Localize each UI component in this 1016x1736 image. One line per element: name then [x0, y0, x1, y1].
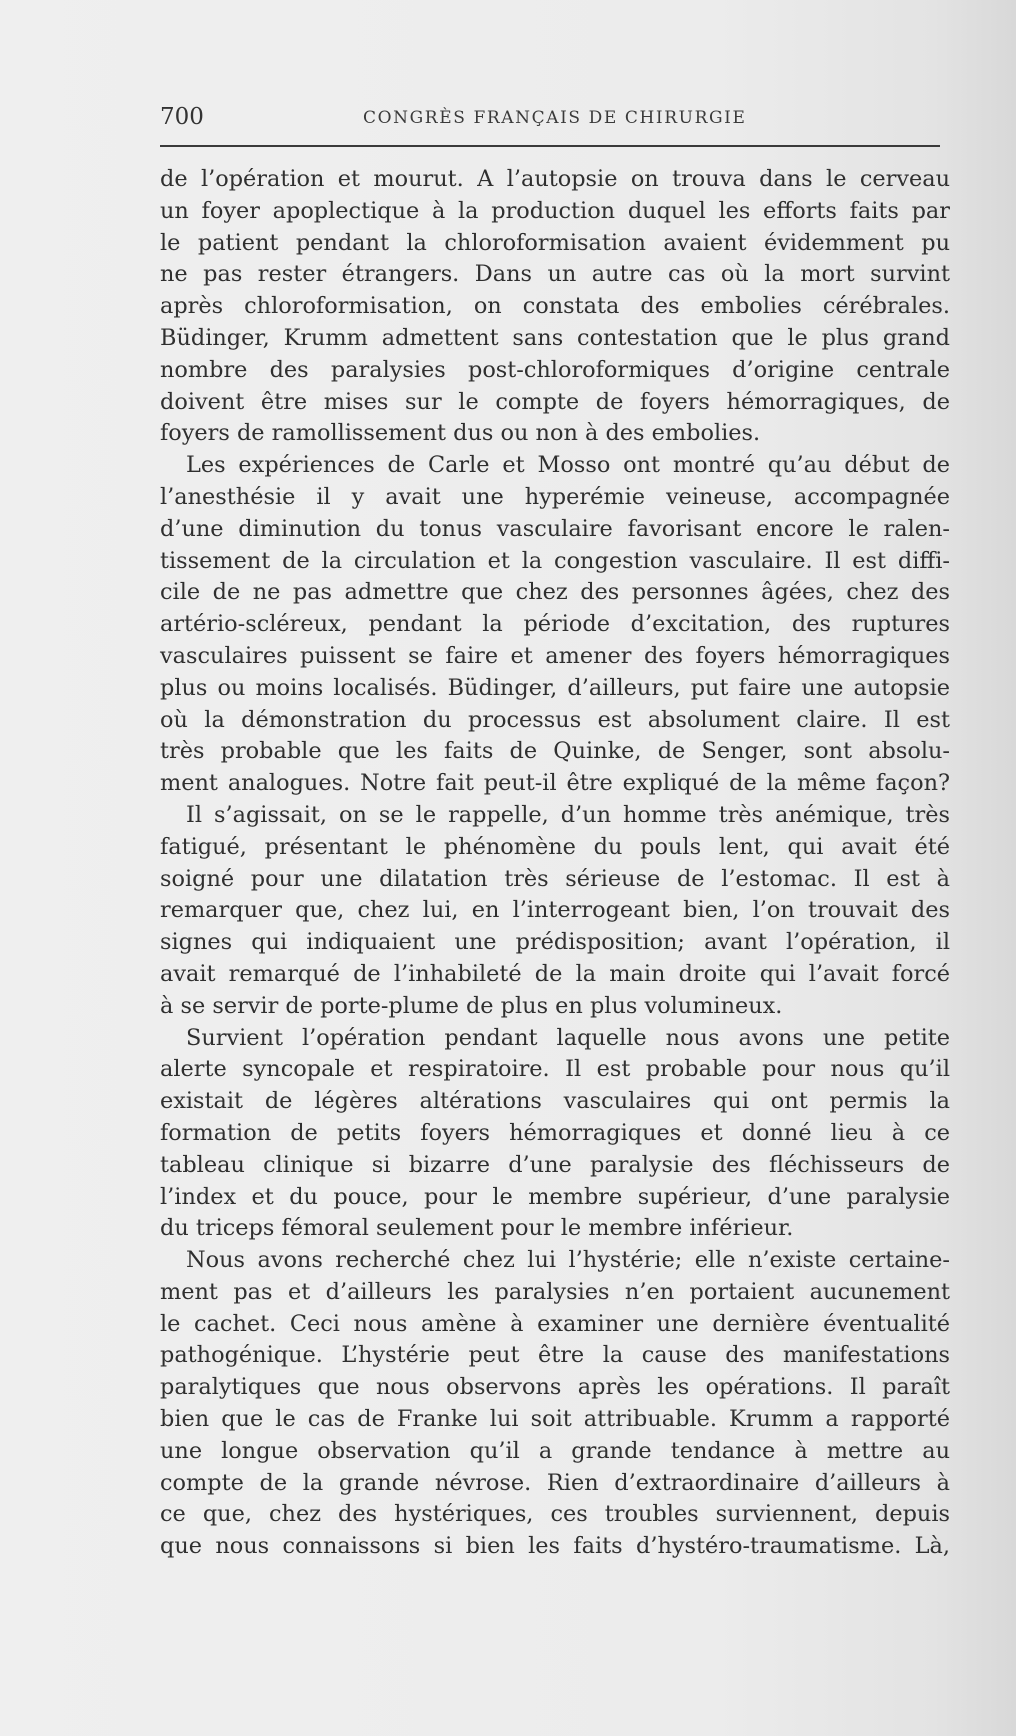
text-line: tableau clinique si bizarre d’une paralysie des fléchisseurs de	[160, 1151, 950, 1178]
text-line: doivent être mises sur le compte de foyers hémorragiques, de	[160, 388, 950, 415]
text-line: paralytiques que nous observons après les opérations. Il paraît	[160, 1374, 950, 1401]
text-line: pathogénique. L’hystérie peut être la cause des manifestations	[160, 1342, 950, 1369]
text-line: du triceps fémoral seulement pour le membre inférieur.	[160, 1215, 794, 1242]
text-line: à se servir de porte-plume de plus en plus volumineux.	[160, 992, 783, 1019]
text-line: un foyer apoplectique à la production duquel les efforts faits par	[160, 197, 950, 224]
running-head	[160, 104, 940, 136]
text-line: ment analogues. Notre fait peut-il être expliqué de la même façon?	[160, 770, 950, 797]
text-line: Il s’agissait, on se le rappelle, d’un homme très anémique, très	[186, 801, 950, 828]
running-title: CONGRÈS FRANÇAIS DE CHIRURGIE	[363, 108, 747, 128]
text-line: remarquer que, chez lui, en l’interrogeant bien, l’on trouvait des	[160, 897, 950, 924]
text-line: Les expériences de Carle et Mosso ont montré qu’au début de	[186, 452, 950, 479]
text-line: Survient l’opération pendant laquelle nous avons une petite	[186, 1024, 950, 1051]
text-line: nombre des paralysies post-chloroformiques d’origine centrale	[160, 356, 950, 383]
body-text	[160, 164, 950, 1563]
text-line: que nous connaissons si bien les faits d’hystéro-traumatisme. Là,	[160, 1533, 950, 1560]
text-line: compte de la grande névrose. Rien d’extraordinaire d’ailleurs à	[160, 1469, 950, 1496]
text-line: après chloroformisation, on constata des embolies cérébrales.	[160, 293, 950, 320]
text-line: signes qui indiquaient une prédisposition; avant l’opération, il	[160, 929, 950, 956]
text-line: Nous avons recherché chez lui l’hystérie; elle n’existe certaine-	[186, 1247, 950, 1274]
text-line: bien que le cas de Franke lui soit attribuable. Krumm a rapporté	[160, 1406, 950, 1433]
text-line: Büdinger, Krumm admettent sans contestation que le plus grand	[160, 324, 950, 351]
text-line: soigné pour une dilatation très sérieuse de l’estomac. Il est à	[160, 865, 950, 892]
text-line: le patient pendant la chloroformisation avaient évidemment pu	[160, 229, 950, 256]
text-line: alerte syncopale et respiratoire. Il est probable pour nous qu’il	[160, 1056, 950, 1083]
text-line: ce que, chez des hystériques, ces troubles surviennent, depuis	[160, 1501, 950, 1528]
text-line: l’index et du pouce, pour le membre supérieur, d’une paralysie	[160, 1183, 950, 1210]
text-line: vasculaires puissent se faire et amener des foyers hémorragiques	[160, 642, 950, 669]
text-line: une longue observation qu’il a grande tendance à mettre au	[160, 1437, 950, 1464]
text-line: existait de légères altérations vasculaires qui ont permis la	[160, 1088, 950, 1115]
text-line: le cachet. Ceci nous amène à examiner une dernière éventualité	[160, 1310, 950, 1337]
text-line: foyers de ramollissement dus ou non à des embolies.	[160, 420, 761, 447]
text-line: avait remarqué de l’inhabileté de la main droite qui l’avait forcé	[160, 960, 950, 987]
page-number: 700	[160, 104, 204, 130]
text-line: tissement de la circulation et la congestion vasculaire. Il est diffi-	[160, 547, 950, 574]
text-line: d’une diminution du tonus vasculaire favorisant encore le ralen-	[160, 515, 950, 542]
text-line: l’anesthésie il y avait une hyperémie veineuse, accompagnée	[160, 483, 950, 510]
text-line: formation de petits foyers hémorragiques et donné lieu à ce	[160, 1119, 950, 1146]
text-line: artério-scléreux, pendant la période d’excitation, des ruptures	[160, 611, 950, 638]
text-line: ne pas rester étrangers. Dans un autre cas où la mort survint	[160, 261, 950, 288]
text-line: cile de ne pas admettre que chez des personnes âgées, chez des	[160, 579, 950, 606]
text-line: fatigué, présentant le phénomène du pouls lent, qui avait été	[160, 833, 950, 860]
text-line: ment pas et d’ailleurs les paralysies n’en portaient aucunement	[160, 1278, 950, 1305]
text-line: très probable que les faits de Quinke, de Senger, sont absolu-	[160, 738, 950, 765]
header-rule	[160, 145, 940, 147]
text-line: où la démonstration du processus est absolument claire. Il est	[160, 706, 950, 733]
text-line: plus ou moins localisés. Büdinger, d’ailleurs, put faire une autopsie	[160, 674, 950, 701]
text-line: de l’opération et mourut. A l’autopsie on trouva dans le cerveau	[160, 166, 950, 192]
